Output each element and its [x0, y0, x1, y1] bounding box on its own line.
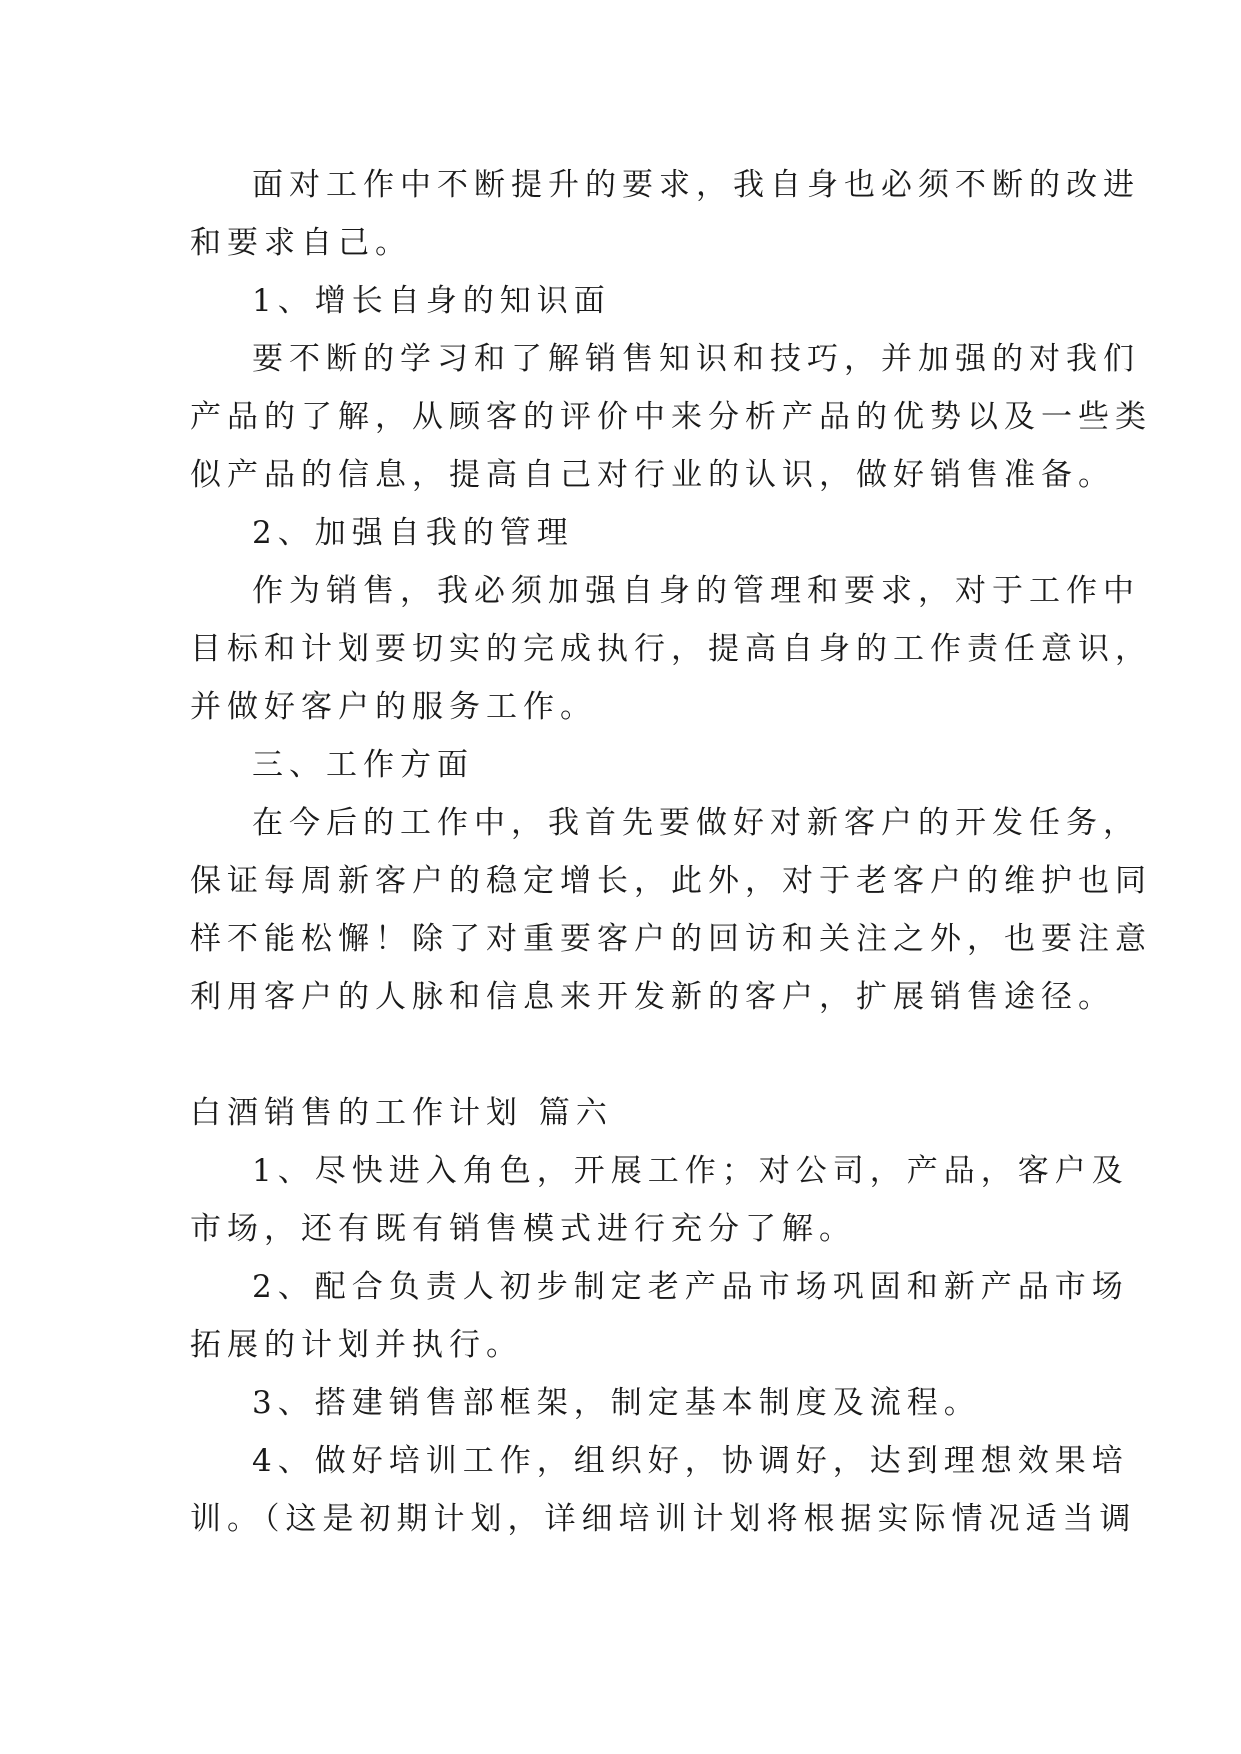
paragraph-line: 和要求自己。: [190, 225, 412, 261]
paragraph-line: 保证每周新客户的稳定增长，此外，对于老客户的维护也同: [190, 863, 1152, 899]
list-item: 2、配合负责人初步制定老产品市场巩固和新产品市场: [252, 1269, 1129, 1305]
paragraph-line: 利用客户的人脉和信息来开发新的客户，扩展销售途径。: [190, 979, 1115, 1015]
list-item: 1、尽快进入角色，开展工作；对公司，产品，客户及: [252, 1153, 1129, 1189]
paragraph-line: 拓展的计划并执行。: [190, 1327, 523, 1363]
paragraph-line: 并做好客户的服务工作。: [190, 689, 597, 725]
paragraph-line: 训。（这是初期计划，详细培训计划将根据实际情况适当调: [190, 1501, 1137, 1537]
list-heading: 2、加强自我的管理: [252, 515, 574, 551]
article-title: 白酒销售的工作计划 篇六: [190, 1095, 613, 1131]
paragraph-line: 目标和计划要切实的完成执行，提高自身的工作责任意识，: [190, 631, 1152, 667]
paragraph-line: 在今后的工作中，我首先要做好对新客户的开发任务，: [252, 805, 1140, 841]
paragraph-line: 市场，还有既有销售模式进行充分了解。: [190, 1211, 856, 1247]
list-item: 3、搭建销售部框架，制定基本制度及流程。: [252, 1385, 981, 1421]
paragraph-line: 作为销售，我必须加强自身的管理和要求，对于工作中: [252, 573, 1140, 609]
section-heading: 三、工作方面: [252, 747, 474, 783]
paragraph-line: 似产品的信息，提高自己对行业的认识，做好销售准备。: [190, 457, 1115, 493]
paragraph-line: 产品的了解，从顾客的评价中来分析产品的优势以及一些类: [190, 399, 1152, 435]
paragraph-line: 样不能松懈！除了对重要客户的回访和关注之外，也要注意: [190, 921, 1152, 957]
paragraph-line: 要不断的学习和了解销售知识和技巧，并加强的对我们: [252, 341, 1140, 377]
paragraph-line: 面对工作中不断提升的要求，我自身也必须不断的改进: [252, 167, 1140, 203]
list-item: 4、做好培训工作，组织好，协调好，达到理想效果培: [252, 1443, 1129, 1479]
list-heading: 1、增长自身的知识面: [252, 283, 611, 319]
